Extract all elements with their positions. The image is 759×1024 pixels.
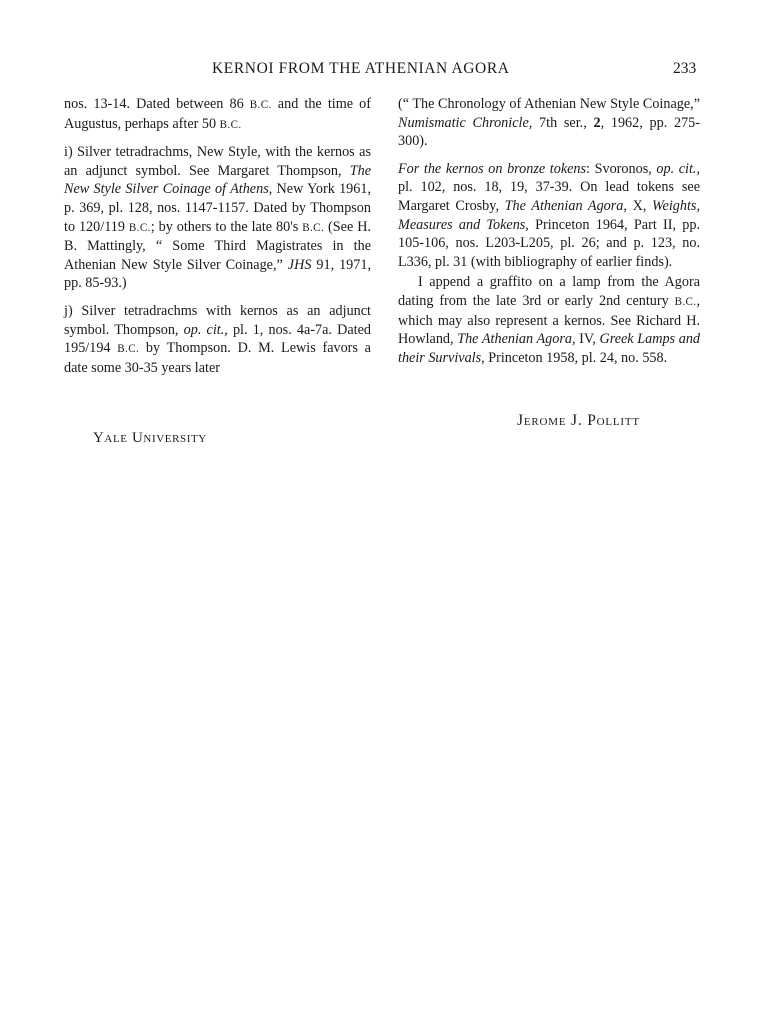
- affiliation-text: Yale University: [93, 430, 207, 446]
- text: X,: [626, 197, 653, 214]
- text: , 1962, pp. 275-300).: [398, 114, 700, 150]
- text: 7th ser.,: [532, 114, 594, 131]
- book-title: Greek Lamps and their Survivals,: [398, 331, 701, 366]
- text: I append a graffito on a lamp from the Agora dating from the late 3rd or early 2nd century: [398, 274, 700, 309]
- journal-title: Numismatic Chronicle,: [398, 114, 533, 131]
- graffito-paragraph: [398, 273, 700, 367]
- text: (See H. B. Mattingly, “ Some Third Magistrates in the Athenian New Style Silver Coinage,”: [64, 218, 371, 273]
- text: : Svoronos,: [586, 160, 657, 177]
- era-abbrev: B.C.: [302, 221, 325, 234]
- author-name: [517, 412, 640, 430]
- era-abbrev: B.C.: [249, 99, 272, 111]
- journal-title: JHS: [287, 256, 312, 273]
- left-column: [64, 95, 371, 377]
- paragraph-lead: For the kernos on bronze tokens: [398, 160, 587, 177]
- text: ; by others to the late 80's: [150, 218, 303, 235]
- book-title: The New Style Silver Coinage of Athens,: [64, 162, 371, 198]
- author-text: Jerome J. Pollitt: [517, 412, 640, 429]
- paragraph-continuation: [398, 95, 700, 151]
- paragraph-continuation: [64, 95, 371, 134]
- text: , which may also represent a kernos. See Richard H. Howland,: [398, 292, 700, 348]
- entry-j: [64, 302, 371, 377]
- entry-i: [64, 143, 371, 293]
- text: Princeton 1964, Part II, pp. 105-106, nos. L203-L205, pl. 26; and p. 123, no. L336, pl. 31 (with bibliography of earlier finds).: [398, 216, 700, 270]
- bronze-tokens-paragraph: [398, 160, 700, 272]
- page-number: 233: [673, 60, 697, 77]
- citation-abbrev: op. cit.,: [656, 160, 700, 177]
- series-title: The Athenian Agora,: [457, 331, 576, 348]
- era-abbrev: B.C.: [128, 221, 151, 234]
- right-column: [398, 95, 700, 367]
- text: i) Silver tetradrachms, New Style, with the kernos as an adjunct symbol. See Margaret Thompson,: [64, 144, 371, 179]
- text: and the time of Augustus, perhaps after 50: [64, 96, 371, 132]
- text: nos. 13-14. Dated between 86: [64, 96, 250, 112]
- running-head: KERNOI FROM THE ATHENIAN AGORA: [212, 60, 510, 77]
- era-abbrev: B.C.: [117, 343, 140, 356]
- book-title: Weights, Measures and Tokens,: [398, 197, 700, 233]
- volume-number: 2: [593, 114, 601, 131]
- text: j) Silver tetradrachms with kernos as an adjunct symbol. Thompson,: [64, 302, 371, 338]
- era-abbrev: B.C.: [219, 118, 242, 131]
- author-affiliation: [93, 430, 207, 447]
- era-abbrev: B.C.: [674, 295, 697, 308]
- text: Princeton 1958, pl. 24, no. 558.: [484, 349, 668, 366]
- text: (“ The Chronology of Athenian New Style Coinage,”: [398, 96, 700, 112]
- text: IV,: [575, 331, 600, 348]
- text: 91, 1971, pp. 85-93.): [64, 256, 371, 292]
- text: pl. 102, nos. 18, 19, 37-39. On lead tokens see Margaret Crosby,: [398, 179, 700, 214]
- text: pl. 1, nos. 4a-7a. Dated 195/194: [64, 321, 371, 357]
- series-title: The Athenian Agora,: [504, 197, 627, 214]
- text: by Thompson. D. M. Lewis favors a date some 30-35 years later: [64, 340, 371, 376]
- text: New York 1961, p. 369, pl. 128, nos. 1147-1157. Dated by Thompson to 120/119: [64, 181, 372, 235]
- citation-abbrev: op. cit.,: [183, 321, 228, 338]
